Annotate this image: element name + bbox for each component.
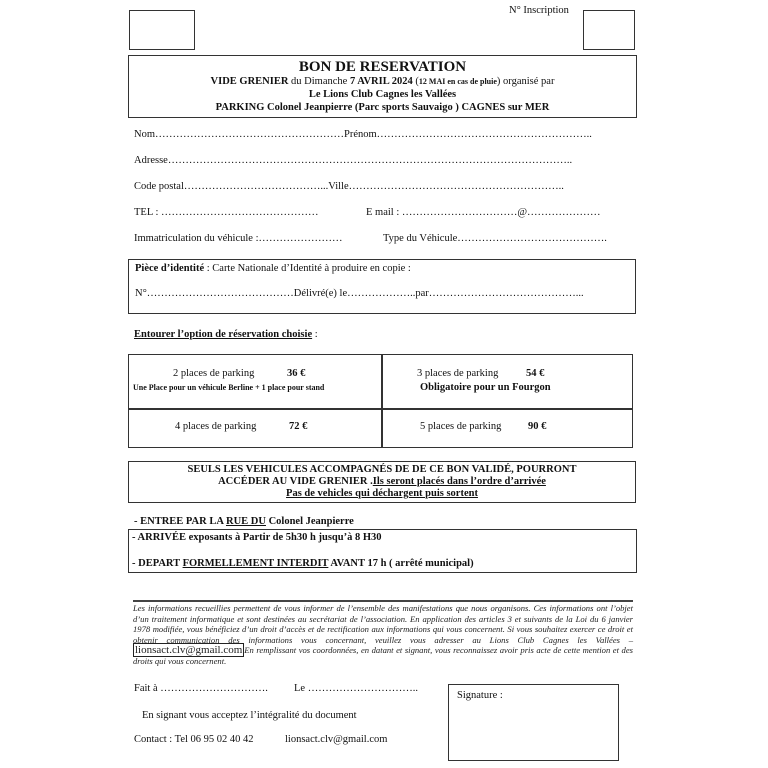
event-day: du Dimanche: [288, 76, 350, 87]
option-note: Une Place pour un véhicule Berline + 1 place pour stand: [133, 383, 325, 392]
warning-line-3: Pas de vehicles qui déchargent puis sortent: [286, 488, 478, 499]
privacy-email-link[interactable]: lionsact.clv@gmail.com: [135, 644, 243, 657]
logo-placeholder-box: [129, 10, 195, 50]
departure-b: FORMELLEMENT INTERDIT: [182, 558, 329, 569]
option-label: 2 places de parking: [173, 368, 255, 379]
departure-a: - DEPART: [132, 558, 183, 569]
warning-line-1: SEULS LES VEHICULES ACCOMPAGNÉS DE DE CE BON VALIDÉ, POURRONT: [187, 464, 577, 475]
section-divider: [133, 600, 633, 602]
arrival-info: - ARRIVÉE exposants à Partir de 5h30 h jusqu’à 8 H30: [132, 532, 382, 543]
signature-box[interactable]: [448, 684, 619, 761]
entrance-info: [134, 516, 354, 528]
privacy-text-a: Les informations recueillies permettent de vous informer de l’ensemble des manifestations que nous organisons. Ces informations ont l’objet d’un traitement informatique et sont destinées au secrétariat de l’association. En application des articles 3 et suivants de la Loi du 6 janvier 1978 modifiée, vous bénéficiez d’un droit d’accès et de rectification aux informations qui vous concernent. Si vous souhaitez exercer ce droit et obtenir communication des informations vous concernant, veuillez vous adresser au Lions Club Cagnes les Vallées –: [133, 603, 633, 645]
warning-line-2: [129, 476, 635, 488]
event-date: 7 AVRIL 2024: [349, 76, 413, 87]
option-2-places[interactable]: [129, 355, 381, 408]
page-title: BON DE RESERVATION: [298, 59, 467, 75]
identity-label-bold: Pièce d’identité: [135, 263, 205, 274]
option-price: 90 €: [528, 421, 547, 432]
options-heading-text: Entourer l’option de réservation choisie: [134, 329, 313, 340]
contact-phone: Contact : Tel 06 95 02 40 42: [134, 734, 254, 745]
identity-label: [135, 263, 411, 275]
warning-box: [128, 461, 636, 503]
entrance-b: RUE DU: [225, 516, 266, 527]
entrance-a: - ENTREE PAR LA: [134, 516, 226, 527]
signature-label: Signature :: [457, 690, 503, 701]
acceptance-note: En signant vous acceptez l’intégralité du document: [142, 710, 357, 721]
registration-field[interactable]: Immatriculation du véhicule :……………………: [134, 233, 343, 244]
inscription-label: N° Inscription: [509, 5, 569, 16]
option-label: 4 places de parking: [175, 421, 257, 432]
paren-open: (: [412, 76, 419, 87]
title-box: [128, 55, 637, 118]
name-field[interactable]: Nom………………………………………………Prénom……………………………………………………..: [134, 129, 592, 140]
contact-email[interactable]: lionsact.clv@gmail.com: [285, 734, 388, 745]
entrance-c: Colonel Jeanpierre: [265, 516, 354, 527]
vehicle-type-field[interactable]: Type du Véhicule…………………………………….: [383, 233, 607, 244]
organizer-name: Le Lions Club Cagnes les Vallées: [308, 89, 457, 100]
email-field[interactable]: E mail : ……………………………@…………………: [366, 207, 601, 218]
option-label: 3 places de parking: [417, 368, 499, 379]
phone-field[interactable]: TEL : ………………………………………: [134, 207, 319, 218]
warning-line-2b: Ils seront placés dans l’ordre d’arrivée: [372, 476, 546, 487]
option-label: 5 places de parking: [420, 421, 502, 432]
option-note: Obligatoire pour un Fourgon: [420, 382, 551, 393]
option-4-places[interactable]: [129, 410, 381, 449]
option-5-places[interactable]: [382, 410, 634, 449]
address-field[interactable]: Adresse……………………………………………………………………………………………………..: [134, 155, 573, 166]
schedule-box: [128, 529, 637, 573]
date-field[interactable]: Le …………………………..: [294, 683, 418, 694]
event-name: VIDE GRENIER: [210, 76, 289, 87]
organizer-intro: ) organisé par: [496, 76, 555, 87]
option-price: 72 €: [289, 421, 308, 432]
option-price: 54 €: [526, 368, 545, 379]
identity-box: [128, 259, 636, 314]
postal-city-field[interactable]: Code postal…………………………………...Ville……………………………………………………..: [134, 181, 564, 192]
event-location: PARKING Colonel Jeanpierre (Parc sports Sauvaigo ) CAGNES sur MER: [215, 102, 550, 113]
departure-c: AVANT 17 h ( arrêté municipal): [328, 558, 474, 569]
warning-line-2a: ACCÉDER AU VIDE GRENIER .: [218, 476, 373, 487]
options-heading: [134, 329, 318, 341]
inscription-number-box[interactable]: [583, 10, 635, 50]
place-field[interactable]: Fait à ………………………….: [134, 683, 268, 694]
event-line: [129, 75, 636, 88]
options-heading-suffix: :: [312, 329, 318, 340]
privacy-text-b: En remplissant vos coordonnées, en datant et signant, vous reconnaissez avoir pris acte de cette mention et des droits qui vous concernent.: [133, 645, 633, 666]
options-table: [128, 354, 633, 448]
option-3-places[interactable]: [382, 355, 634, 408]
identity-label-rest: : Carte Nationale d’Identité à produire en copie :: [204, 263, 411, 274]
privacy-notice: [133, 603, 633, 667]
option-price: 36 €: [287, 368, 306, 379]
departure-info: [132, 558, 474, 570]
identity-number-field[interactable]: N°……………………………………Délivré(e) le………………..par……………………………………...: [135, 288, 584, 299]
rain-date: 12 MAI en cas de pluie: [418, 77, 497, 86]
